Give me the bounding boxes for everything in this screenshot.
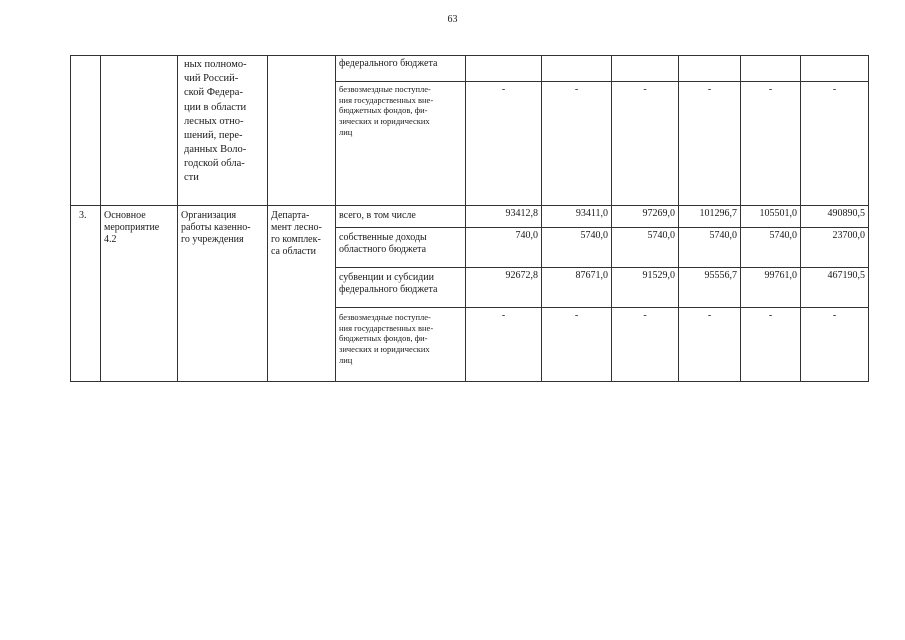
- value-cell: 92672,8: [466, 268, 542, 308]
- source-label: собственные доходы областного бюджета: [339, 232, 427, 255]
- activity-label: Основное мероприятие 4.2: [104, 210, 160, 245]
- source-cell: [336, 308, 466, 382]
- value-cell: -: [801, 82, 869, 206]
- source-label: федерального бюджета: [339, 58, 438, 69]
- value-cell: 99761,0: [741, 268, 801, 308]
- value-cell: -: [612, 82, 679, 206]
- source-cell: [336, 268, 466, 308]
- value-cell: 95556,7: [679, 268, 741, 308]
- value-cell: 5740,0: [679, 228, 741, 268]
- value-cell: 105501,0: [741, 206, 801, 228]
- value-cell: 5740,0: [612, 228, 679, 268]
- value-cell: 23700,0: [801, 228, 869, 268]
- value-cell: [542, 56, 612, 82]
- value-cell: [466, 56, 542, 82]
- value-cell: -: [801, 308, 869, 382]
- activity-cell: [101, 206, 178, 382]
- table-row: [71, 56, 869, 82]
- value-cell: 97269,0: [612, 206, 679, 228]
- source-label: безвозмездные поступле- ния государственных вне- бюджетных фондов, фи- зических и юридических лиц: [339, 84, 434, 137]
- value-cell: 93412,8: [466, 206, 542, 228]
- value-cell: 490890,5: [801, 206, 869, 228]
- value-cell: [741, 56, 801, 82]
- value-cell: -: [466, 82, 542, 206]
- activity-cell: [101, 56, 178, 206]
- table-row: [71, 206, 869, 228]
- executor-cell: [268, 56, 336, 206]
- number-cell: [71, 206, 101, 382]
- value-cell: -: [612, 308, 679, 382]
- value-cell: 87671,0: [542, 268, 612, 308]
- description-continuation: ных полномо- чий Россий- ской Федера- ции в области лесных отно- шений, пере- данных Воло- годской обла- сти: [184, 59, 247, 184]
- value-cell: [612, 56, 679, 82]
- value-cell: -: [542, 82, 612, 206]
- value-cell: -: [679, 308, 741, 382]
- value-cell: 91529,0: [612, 268, 679, 308]
- description-label: Организация работы казенно- го учреждения: [181, 210, 251, 245]
- value-cell: 740,0: [466, 228, 542, 268]
- source-label: безвозмездные поступле- ния государственных вне- бюджетных фондов, фи- зических и юридических лиц: [339, 312, 434, 365]
- row-number: 3.: [79, 210, 87, 221]
- source-label: всего, в том числе: [339, 210, 416, 221]
- executor-label: Департа- мент лесно- го комплек- са области: [271, 210, 322, 257]
- value-cell: -: [466, 308, 542, 382]
- value-cell: [679, 56, 741, 82]
- value-cell: [801, 56, 869, 82]
- page-number: 63: [447, 14, 458, 25]
- value-cell: 93411,0: [542, 206, 612, 228]
- source-cell: [336, 228, 466, 268]
- source-label: субвенции и субсидии федерального бюджета: [339, 272, 438, 295]
- value-cell: -: [741, 308, 801, 382]
- budget-table: [70, 55, 869, 382]
- value-cell: 5740,0: [542, 228, 612, 268]
- source-cell: [336, 82, 466, 206]
- source-cell: [336, 56, 466, 82]
- value-cell: 467190,5: [801, 268, 869, 308]
- executor-cell: [268, 206, 336, 382]
- description-cell: [178, 56, 268, 206]
- value-cell: 101296,7: [679, 206, 741, 228]
- value-cell: -: [741, 82, 801, 206]
- number-cell: [71, 56, 101, 206]
- source-cell: [336, 206, 466, 228]
- description-cell: [178, 206, 268, 382]
- value-cell: -: [542, 308, 612, 382]
- value-cell: -: [679, 82, 741, 206]
- value-cell: 5740,0: [741, 228, 801, 268]
